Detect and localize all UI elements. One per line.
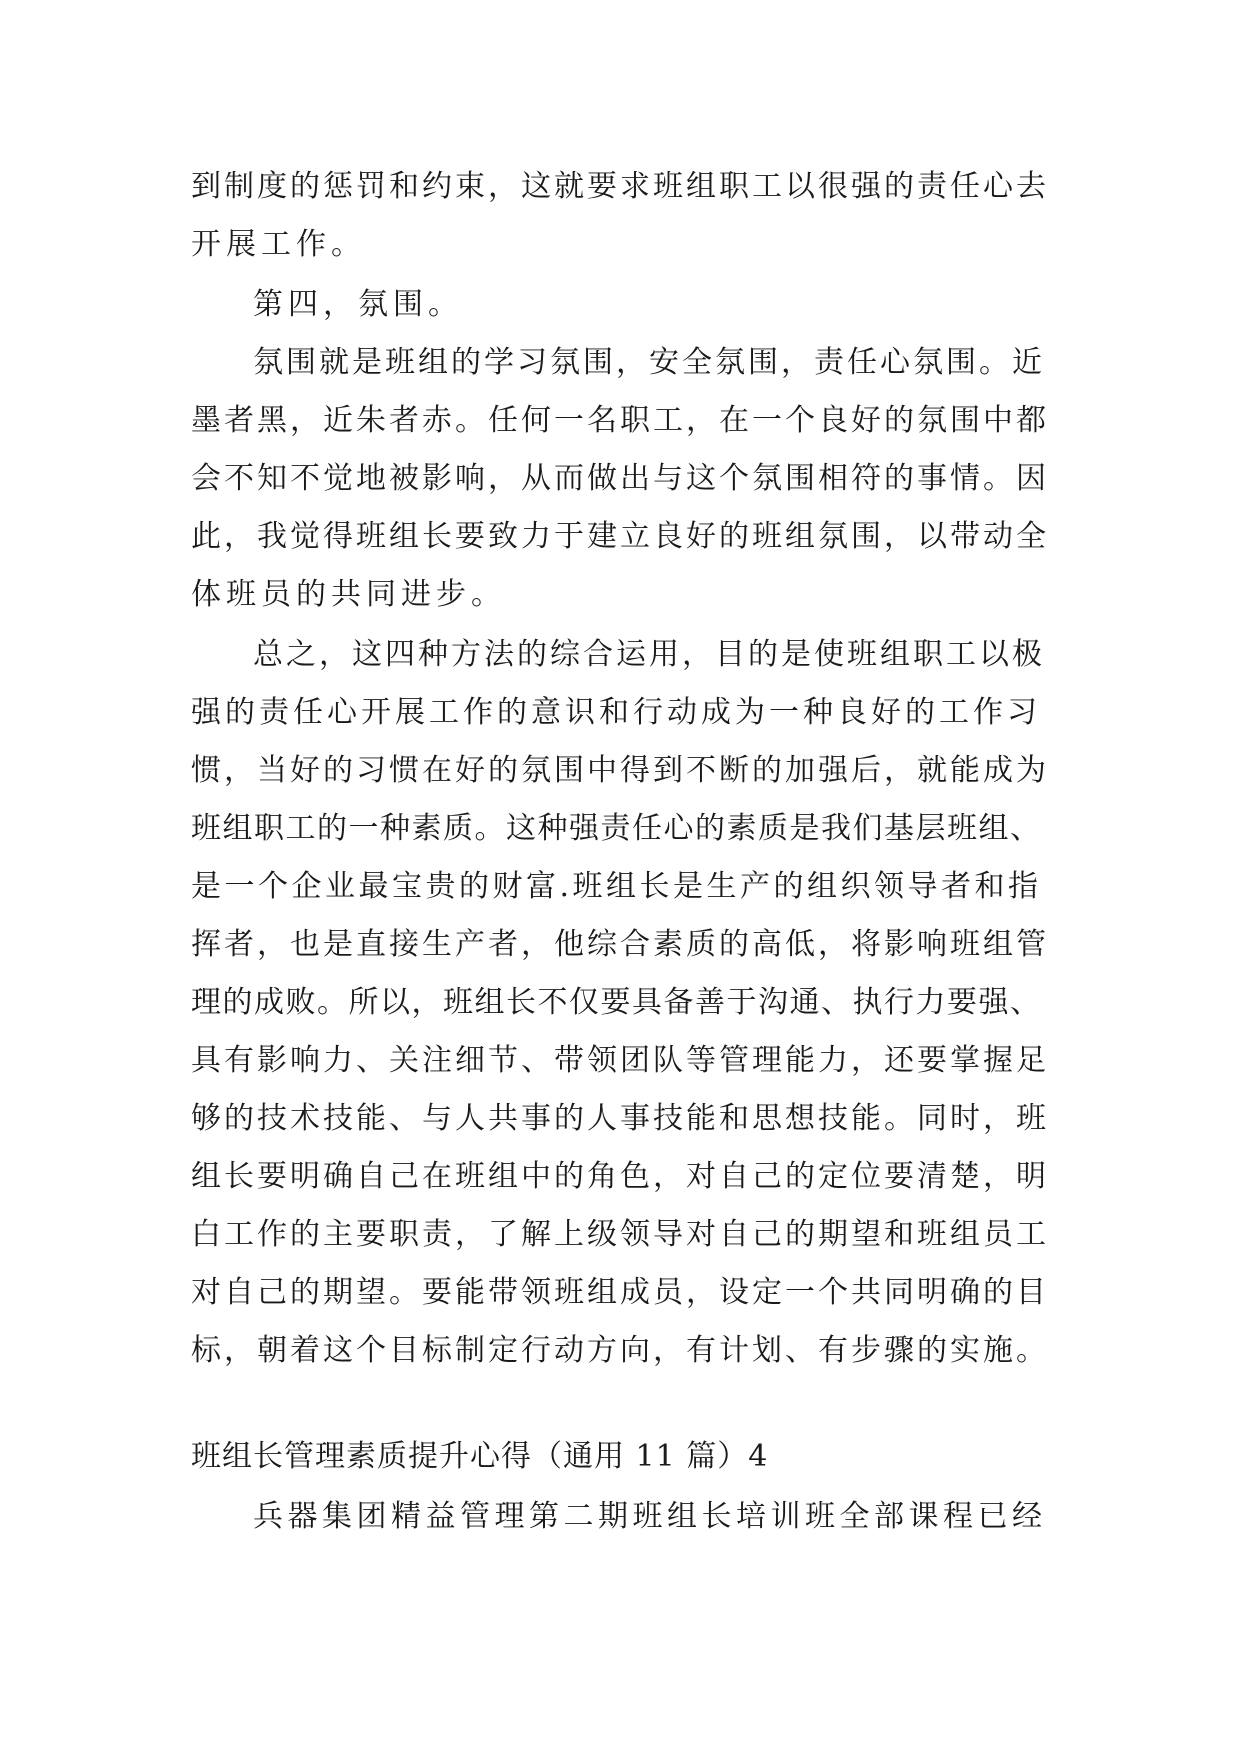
text-line: 理的成败。所以，班组长不仅要具备善于沟通、执行力要强、 [191, 985, 1042, 1020]
text-line: 惯，当好的习惯在好的氛围中得到不断的加强后，就能成为 [191, 753, 1049, 788]
text-line: 体班员的共同进步。 [191, 577, 506, 612]
text-line: 标，朝着这个目标制定行动方向，有计划、有步骤的实施。 [191, 1333, 1049, 1368]
text-line: 班组职工的一种素质。这种强责任心的素质是我们基层班组、 [191, 811, 1042, 846]
text-line: 此，我觉得班组长要致力于建立良好的班组氛围，以带动全 [191, 519, 1049, 554]
text-line: 墨者黑，近朱者赤。任何一名职工，在一个良好的氛围中都 [191, 403, 1049, 438]
text-line: 白工作的主要职责，了解上级领导对自己的期望和班组员工 [191, 1217, 1049, 1252]
text-line: 对自己的期望。要能带领班组成员，设定一个共同明确的目 [191, 1275, 1049, 1310]
paragraph-first-line: 氛围就是班组的学习氛围，安全氛围，责任心氛围。近 [253, 345, 1045, 380]
text-line: 组长要明确自己在班组中的角色，对自己的定位要清楚，明 [191, 1159, 1049, 1194]
text-line: 具有影响力、关注细节、带领团队等管理能力，还要掌握足 [191, 1043, 1049, 1078]
section-heading: 班组长管理素质提升心得（通用 11 篇）4 [191, 1439, 769, 1474]
section-subheading: 第四，氛围。 [253, 287, 463, 322]
text-line: 强的责任心开展工作的意识和行动成为一种良好的工作习 [191, 695, 1041, 730]
paragraph-first-line: 兵器集团精益管理第二期班组长培训班全部课程已经 [253, 1499, 1047, 1534]
text-line: 是一个企业最宝贵的财富.班组长是生产的组织领导者和指 [191, 869, 1042, 904]
text-line: 够的技术技能、与人共事的人事技能和思想技能。同时，班 [191, 1101, 1049, 1136]
text-line: 会不知不觉地被影响，从而做出与这个氛围相符的事情。因 [191, 461, 1049, 496]
text-line: 开展工作。 [191, 227, 366, 262]
text-line: 挥者，也是直接生产者，他综合素质的高低，将影响班组管 [191, 927, 1049, 962]
text-line: 到制度的惩罚和约束，这就要求班组职工以很强的责任心去 [191, 169, 1049, 204]
paragraph-first-line: 总之，这四种方法的综合运用，目的是使班组职工以极 [253, 637, 1045, 672]
